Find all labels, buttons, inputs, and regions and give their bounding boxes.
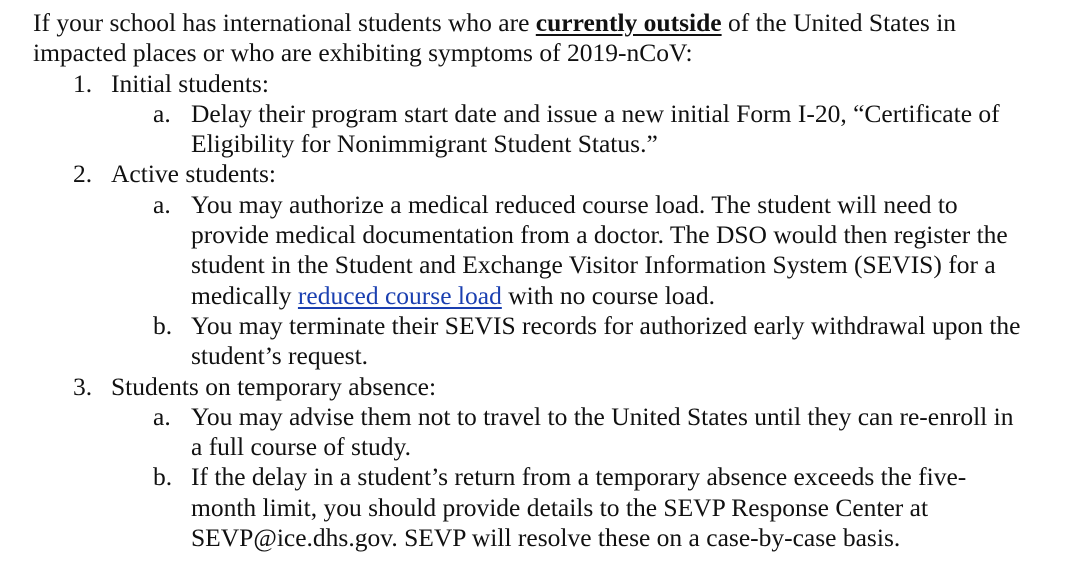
student-category-list xyxy=(33,69,1073,554)
text-before-link: medically xyxy=(191,280,298,310)
intro-paragraph xyxy=(33,8,1073,69)
sublist-text-line: You may advise them not to travel to the United States until they can re-enroll in xyxy=(191,401,1014,431)
sublist-item xyxy=(111,99,1073,160)
document-page xyxy=(33,8,1073,553)
intro-emphasis: currently outside xyxy=(535,8,722,37)
sublist-text-line xyxy=(191,281,1073,311)
sublist-item xyxy=(111,462,1073,553)
sublist-text-line: a full course of study. xyxy=(191,432,411,462)
intro-text-end: of the United States in xyxy=(721,8,957,37)
sublist xyxy=(111,99,1073,160)
sublist-letter: a. xyxy=(153,189,171,219)
sublist-text-line: Eligibility for Nonimmigrant Student Status.” xyxy=(191,129,658,159)
sublist-text-line: student’s request. xyxy=(191,341,369,371)
sublist-text-line: You may terminate their SEVIS records for authorized early withdrawal upon the xyxy=(191,310,1021,340)
sublist-text-line: Delay their program start date and issue a new initial Form I-20, “Certificate of xyxy=(191,98,1000,128)
text-after-link: with no course load. xyxy=(501,280,715,310)
sublist-text-line: student in the Student and Exchange Visitor Information System (SEVIS) for a xyxy=(191,250,996,280)
sublist-item xyxy=(111,311,1073,372)
list-number: 2. xyxy=(73,159,93,189)
list-item-label: Active students: xyxy=(111,159,277,189)
list-item-label: Students on temporary absence: xyxy=(111,371,437,401)
sublist-item xyxy=(111,402,1073,463)
sublist-text-line: month limit, you should provide details to the SEVP Response Center at xyxy=(191,492,929,522)
intro-line-1 xyxy=(33,8,1073,38)
list-number: 1. xyxy=(73,68,93,98)
list-item-initial-students xyxy=(33,69,1073,160)
sublist-item xyxy=(111,190,1073,311)
sublist-letter: a. xyxy=(153,98,171,128)
list-item-active-students xyxy=(33,159,1073,371)
sublist-letter: b. xyxy=(153,310,173,340)
sublist-text-line: provide medical documentation from a doctor. The DSO would then register the xyxy=(191,220,1008,250)
sublist-letter: a. xyxy=(153,401,171,431)
sublist-text-line: SEVP@ice.dhs.gov. SEVP will resolve these on a case-by-case basis. xyxy=(191,523,901,553)
sublist xyxy=(111,402,1073,553)
list-item-label: Initial students: xyxy=(111,68,269,98)
sublist xyxy=(111,190,1073,372)
sublist-text-line: If the delay in a student’s return from a temporary absence exceeds the five- xyxy=(191,462,967,492)
intro-text-start: If your school has international students who are xyxy=(33,8,536,37)
list-item-temporary-absence xyxy=(33,372,1073,554)
list-number: 3. xyxy=(73,371,93,401)
reduced-course-load-link[interactable]: reduced course load xyxy=(297,280,502,310)
sublist-text-line: You may authorize a medical reduced course load. The student will need to xyxy=(191,189,958,219)
sublist-letter: b. xyxy=(153,462,173,492)
intro-line-2: impacted places or who are exhibiting symptoms of 2019-nCoV: xyxy=(33,38,693,68)
